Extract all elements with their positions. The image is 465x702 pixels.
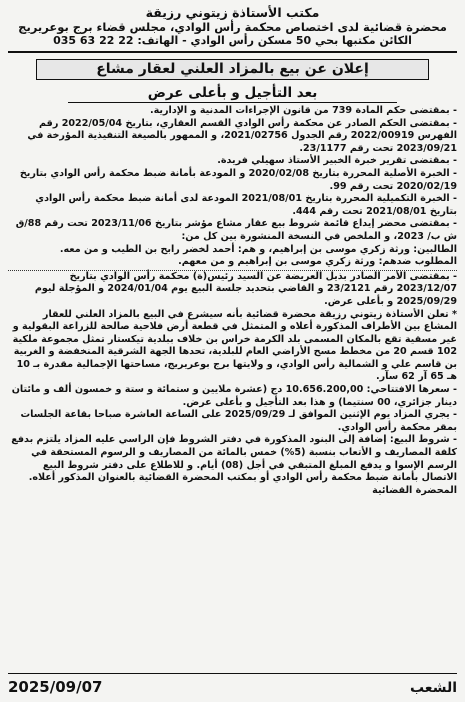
paragraph-claimants: الطالبين: ورثة زكري موسى بن إبراهيم، و هم: أحمد لخضر رابح بن الطيب و من معه. xyxy=(59,243,457,255)
office-name: مكتب الأستاذة زيتوني رزيقة xyxy=(145,5,320,20)
publication-footer xyxy=(8,673,457,696)
paragraph-property-description: * تعلن الأستاذة زيتوني رزيقة محضرة قضائية بأنه سيشرع في البيع بالمزاد العلني للعقار المشاع بين الأطراف المذكورة أعلاه و المتمثل في قطعة أرض فلاحية صالحة للزراعة البقولية و غير مسقية تقع بالمكان المسمى بلد الكرمة خراس بن خلاف ببلدية تيكستار تمثل مجموعة ملكية 102 قسم 20 من مخطط مسح الأراضي العام للبلدية، تحدها الجهة الشرقية المنخفضة و الغربية بن قاسم علي و الشمالية رأس الوادي، و ولايتها برج بوعريريج، مساحتها الإجمالية مقدرة بـ 10 هـ 65 آر 62 سآر. xyxy=(12,308,457,383)
paragraph-defendants: المطلوب ضدهم: ورثة زكري موسى بن إبراهيم و من معهم. xyxy=(8,256,457,271)
paragraph-expert: - بمقتضى تقرير خبرة الخبير الأستاذ سهيلي فريدة. xyxy=(217,155,457,167)
paragraph-sale-terms: - شروط البيع: إضافة إلى البنود المذكورة في دفتر الشروط فإن الراسي عليه المزاد يلتزم بدفع كلفة المصاريف و الأتعاب بنسبة (5%) خمس بالمائة من المصاريف و الرسوم المستحقة في الرسم الإسوا و يدفع المبلغ المتبقي في أجل (08) أيام. و للاطلاع على دفتر شروط البيع الاتصال بأمانة ضبط محكمة رأس الوادي أو بمكتب المحضرة القضائية بالعنوان المذكور أعلاه. المحضرة القضائية xyxy=(11,434,457,496)
header-divider xyxy=(8,51,457,53)
paragraph-legal-basis: - بمقتضى حكم المادة 739 من قانون الإجراءات المدنية و الإدارية. xyxy=(149,105,457,116)
office-jurisdiction: محضرة قضائية لدى اختصاص محكمة رأس الوادي، مجلس قضاء برج بوعريريج xyxy=(18,20,447,34)
bailiff-header xyxy=(8,6,457,48)
publication-date: 2025/09/07 xyxy=(8,678,103,696)
paragraph-original-expertise: - الخبرة الأصلية المحررة بتاريخ 2020/02/08 و المودعة بأمانة ضبط محكمة رأس الوادي بتاريخ 2020/02/19 تحت رقم 99. xyxy=(19,167,457,192)
paragraph-auction-date: - يجري المزاد يوم الإثنين الموافق لـ 2025/09/29 على الساعة العاشرة صباحا بقاعة الجلسات بمقر محكمة رأس الوادي. xyxy=(20,409,457,433)
notice-body xyxy=(8,105,457,497)
newspaper-name: الشعب xyxy=(409,680,457,696)
paragraph-conditions-deposit: - بمقتضى محضر إيداع قائمة شروط بيع عقار مشاع مؤشر بتاريخ 2023/11/06 تحت رقم 88/ق ش ب/ 2023، و الملخص في النسخة المنشورة بين كل من: xyxy=(15,218,457,242)
paragraph-opening-price: - سعرها الافتتاحي: 10.656.200,00 دج (عشرة ملايين و ستمائة و ستة و خمسون ألف و مائتان دينار جزائري، 00 سنتيما) و هذا بعد التأجيل و بأعلى عرض. xyxy=(11,384,457,408)
paragraph-order: - بمقتضى الأمر الصادر بذيل العريضة عن السيد رئيس(ة) محكمة رأس الوادي بتاريخ 2023/12/07 رقم 23/2121 و القاضي بتحديد جلسة البيع يوم 2024/01/04 و المؤجلة ليوم 2025/09/29 و بأعلى عرض. xyxy=(34,270,457,307)
paragraph-complementary-expertise: - الخبرة التكميلية المحررة بتاريخ 2021/08/01 المودعة لدى أمانة ضبط محكمة رأس الوادي بتاريخ 2021/08/01 تحت رقم 444. xyxy=(35,193,457,217)
notice-subtitle: بعد التأجيل و بأعلى عرض xyxy=(68,84,397,103)
office-address: الكائن مكتبها بحي 50 مسكن رأس الوادي - الهاتف: 22 22 63 035 xyxy=(53,34,412,47)
notice-title: إعلان عن بيع بالمزاد العلني لعقار مشاع xyxy=(36,59,429,80)
paragraph-judgment: - بمقتضى الحكم الصادر عن محكمة رأس الوادي القسم العقاري، بتاريخ 2022/05/04 رقم الفهرس 2022/00919 رقم الجدول 2021/02756، و الممهور بالصيغة التنفيذية المؤرخة في 2023/09/21 تحت رقم 23/1177. xyxy=(27,117,457,154)
